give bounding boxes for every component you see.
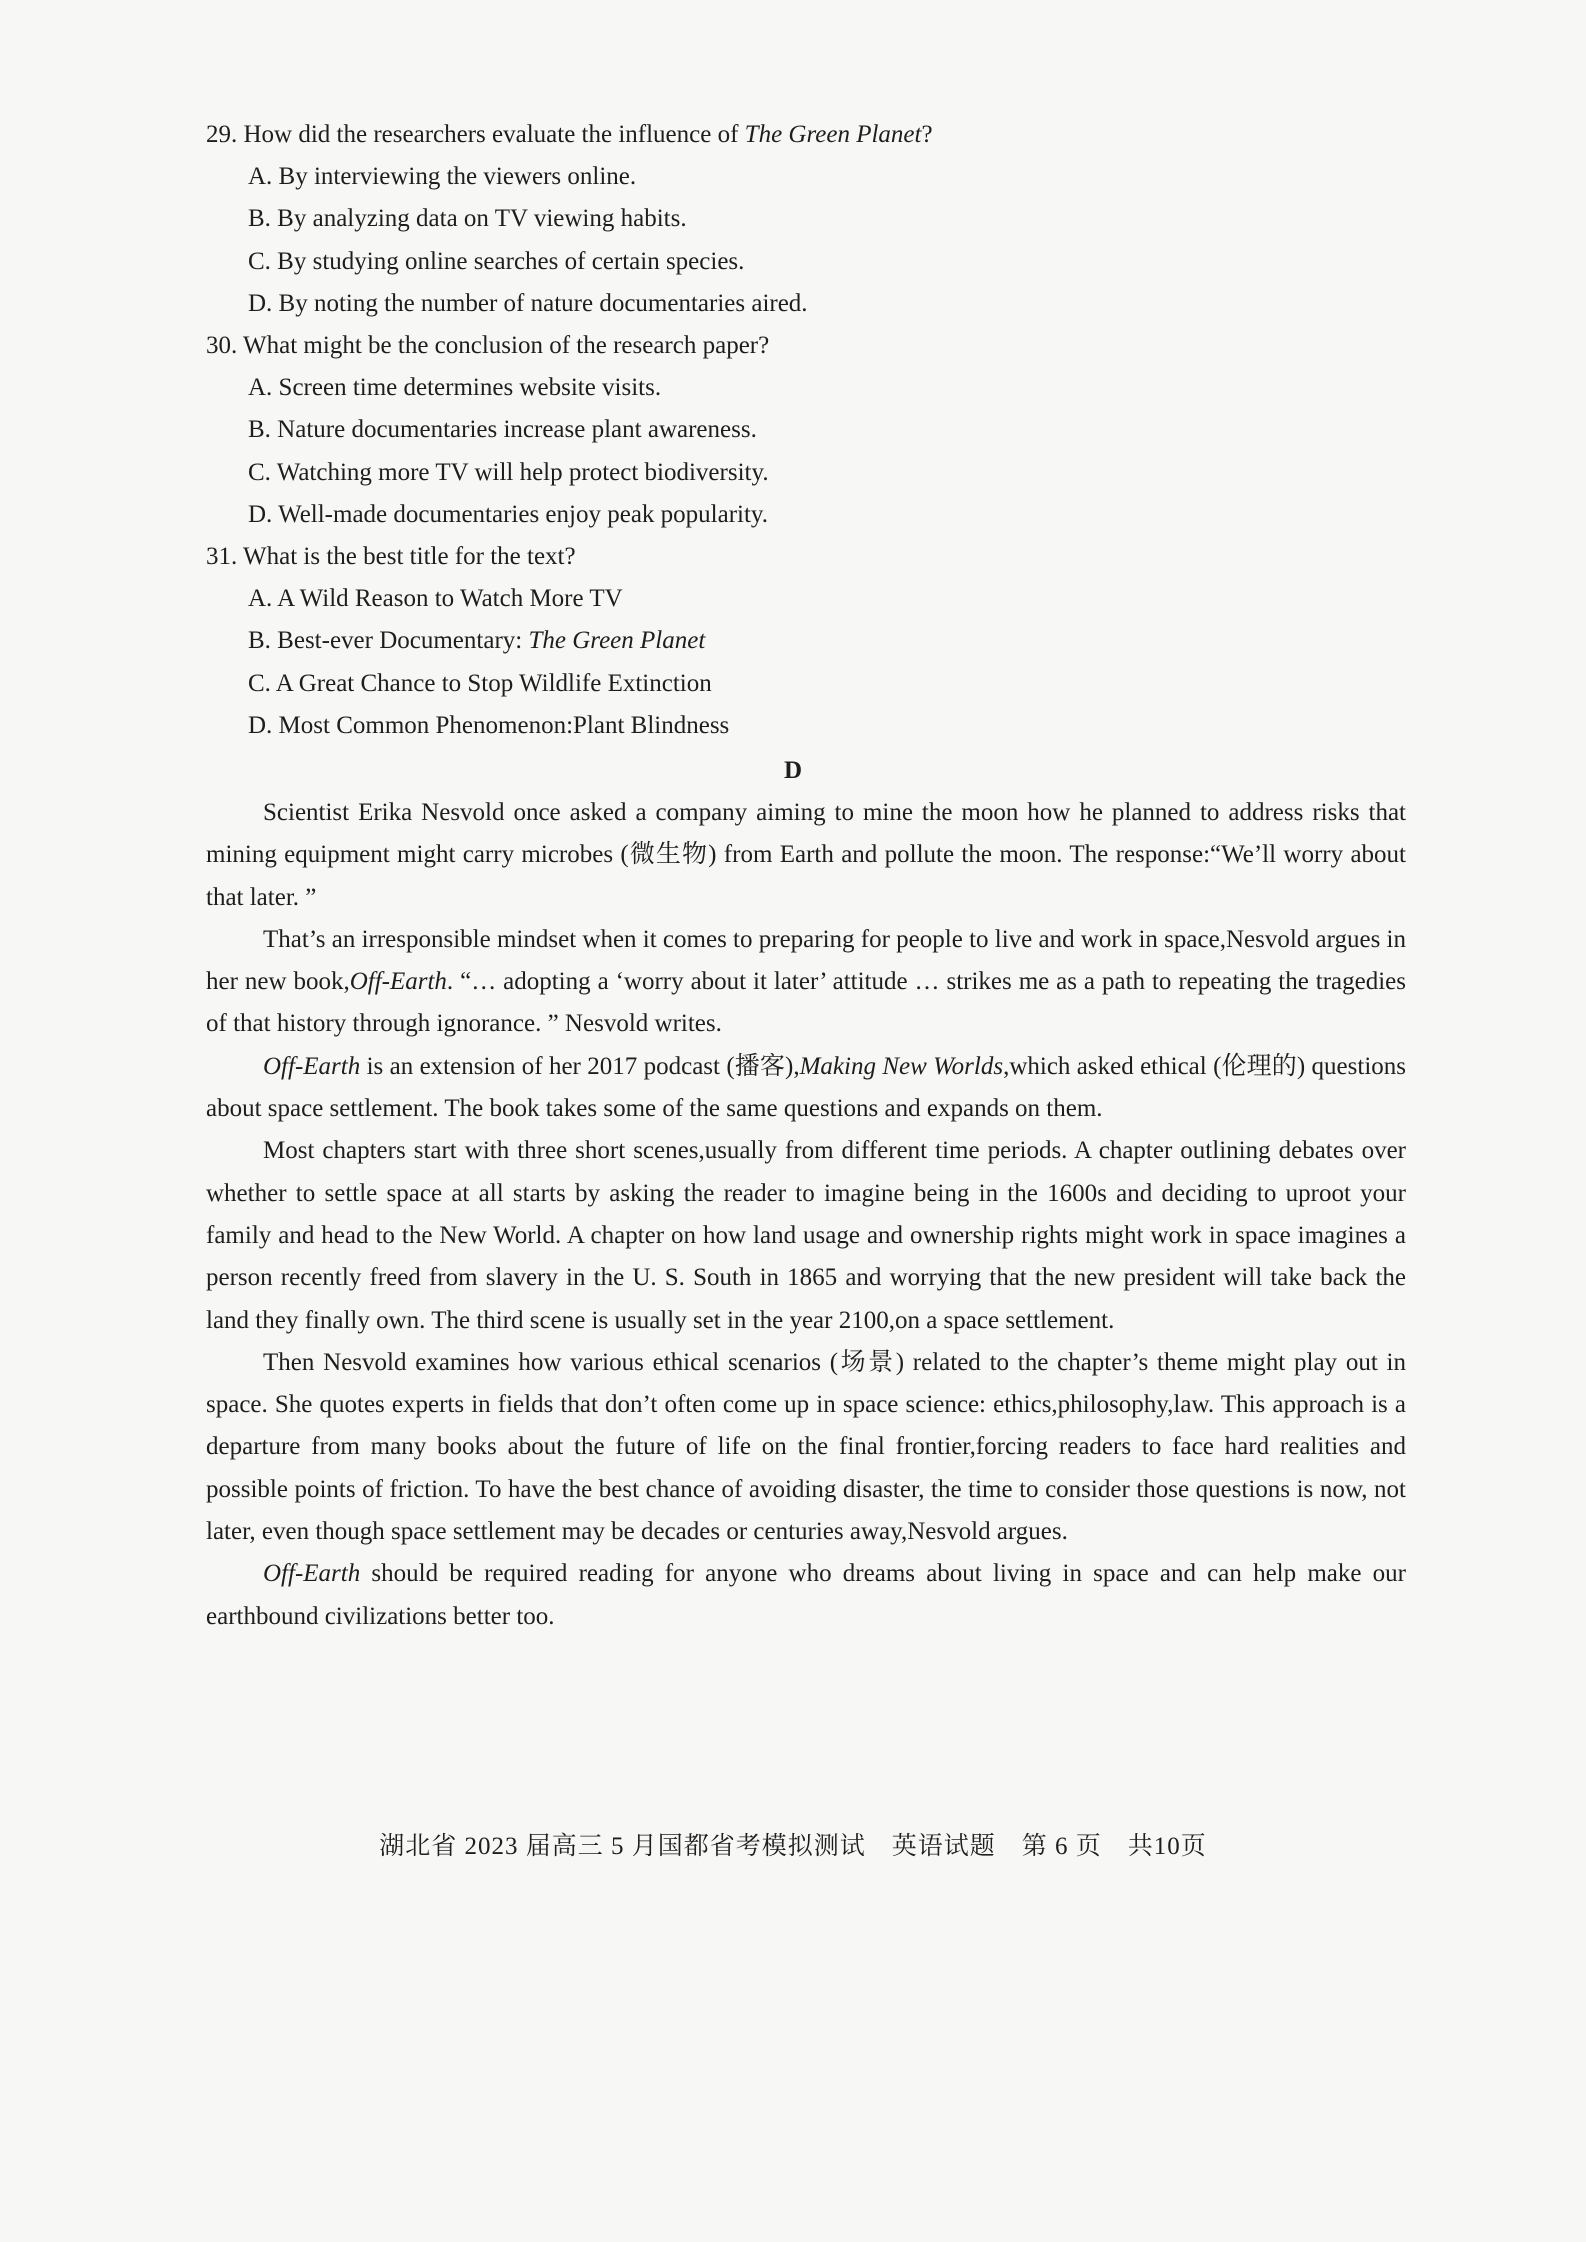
- question-30-option-c: C. Watching more TV will help protect biodiversity.: [248, 458, 769, 486]
- section-heading: D: [783, 757, 803, 784]
- paragraph-2-text-b: . “… adopting a ‘worry about it later’ attitude … strikes me as a path to repeating the tragedies of that history through ignorance. ” Nesvold writes.: [206, 968, 1406, 1038]
- paragraph-2-text-a: That’s an irresponsible mindset when it comes to preparing for people to live and work in space,Nesvold argues in her new book,: [206, 925, 1407, 996]
- paragraph-3-text-a: is an extension of her 2017 podcast (播客),: [360, 1052, 800, 1080]
- question-29-option-b: B. By analyzing data on TV viewing habits.: [248, 205, 687, 233]
- question-29-option-c: C. By studying online searches of certain species.: [248, 247, 745, 275]
- question-29-title-italic: The Green Planet: [744, 121, 922, 148]
- question-31-option-b-text: B. Best-ever Documentary:: [248, 627, 523, 655]
- question-29-option-a: A. By interviewing the viewers online.: [248, 163, 637, 191]
- paragraph-3-podcast-title: Making New Worlds: [799, 1052, 1004, 1080]
- paragraph-6-text: should be required reading for anyone who dreams about living in space and can help make our earthbound civilizations better too.: [206, 1560, 1406, 1630]
- passage-paragraph-4: Most chapters start with three short scenes,usually from different time periods. A chapter outlining debates over whether to settle space at all starts by asking the reader to imagine being in the 1600s and deciding to uproot your family and head to the New World. A chapter on how land usage and ownership rights might work in space imagines a person recently freed from slavery in the U. S. South in 1865 and worrying that the new president will take back the land they finally own. The third scene is usually set in the year 2100,on a space settlement.: [206, 1137, 1406, 1334]
- paragraph-6-book-title: Off-Earth: [263, 1560, 361, 1588]
- question-list: [206, 114, 1406, 747]
- passage-paragraph-1: Scientist Erika Nesvold once asked a company aiming to mine the moon how he planned to address risks that mining equipment might carry microbes (微生物) from Earth and pollute the moon. The response:“We’ll worry about that later. ”: [206, 799, 1406, 911]
- passage-paragraph-6: [206, 1553, 1406, 1638]
- page-footer: 湖北省 2023 届高三 5 月国都省考模拟测试 英语试题 第 6 页 共10页: [379, 1833, 1207, 1860]
- question-31-option-c: C. A Great Chance to Stop Wildlife Extinction: [248, 669, 712, 697]
- question-30-stem: 30. What might be the conclusion of the research paper?: [206, 332, 770, 360]
- question-30-option-d: D. Well-made documentaries enjoy peak popularity.: [248, 500, 769, 528]
- passage-paragraph-3: [206, 1046, 1406, 1131]
- passage-paragraph-5: Then Nesvold examines how various ethical scenarios (场景) related to the chapter’s theme might play out in space. She quotes experts in fields that don’t often come up in space science: ethics,philosophy,law. This approach is a departure from many books about the future of life on the final frontier,forcing readers to face hard realities and possible points of friction. To have the best chance of avoiding disaster, the time to consider those questions is now, not later, even though space settlement may be decades or centuries away,Nesvold argues.: [206, 1348, 1406, 1546]
- question-31-option-b-italic: The Green Planet: [522, 627, 706, 655]
- question-31-option-a: A. A Wild Reason to Watch More TV: [248, 585, 623, 613]
- paragraph-2-book-title: Off-Earth: [349, 968, 447, 996]
- question-29-text: 29. How did the researchers evaluate the influence of: [206, 121, 745, 148]
- passage-paragraph-2: [206, 919, 1406, 1046]
- question-30-option-a: A. Screen time determines website visits.: [248, 374, 662, 402]
- question-31-option-b: [206, 620, 1406, 662]
- question-31-stem: 31. What is the best title for the text?: [206, 543, 576, 571]
- paragraph-3-text-b: ,which asked ethical (伦理的) questions about space settlement. The book takes some of the same questions and expands on them.: [206, 1052, 1406, 1123]
- question-30-option-b: B. Nature documentaries increase plant awareness.: [248, 416, 757, 444]
- paragraph-3-book-title: Off-Earth: [263, 1052, 361, 1080]
- passage-d: [206, 792, 1406, 1638]
- question-29-option-d: D. By noting the number of nature documentaries aired.: [248, 289, 808, 317]
- question-31-option-d: D. Most Common Phenomenon:Plant Blindness: [248, 711, 730, 739]
- question-29-stem: [206, 114, 1406, 156]
- question-29-mark: ?: [921, 121, 933, 148]
